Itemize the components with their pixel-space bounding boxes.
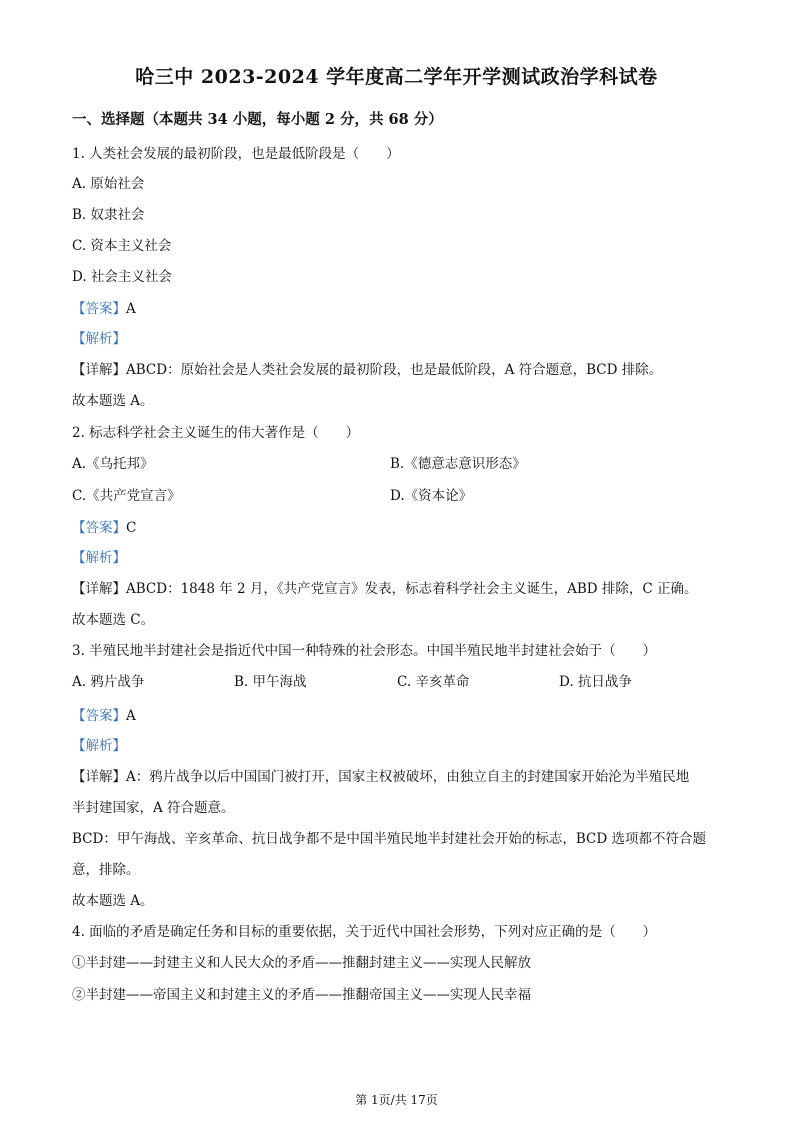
q1-option-d: D. 社会主义社会	[72, 269, 172, 285]
answer-tag: 【答案】	[72, 708, 126, 724]
q3-detail-line-3: BCD：甲午海战、辛亥革命、抗日战争都不是中国半殖民地半封建社会开始的标志，BCD 选项都不符合题	[72, 831, 706, 847]
section-heading: 一、选择题（本题共 34 小题，每小题 2 分，共 68 分）	[72, 111, 443, 128]
q2-conclusion: 故本题选 C。	[72, 612, 155, 628]
q3-option-b: B. 甲午海战	[234, 674, 307, 690]
q3-analysis-tag: 【解析】	[72, 738, 126, 754]
q2-answer-line	[72, 516, 136, 536]
q2-detail: 【详解】ABCD：1848 年 2 月，《共产党宣言》发表，标志着科学社会主义诞生，ABD 排除，C 正确。	[72, 581, 698, 597]
q2-stem: 2. 标志科学社会主义诞生的伟大著作是（ ）	[72, 425, 360, 441]
q1-detail: 【详解】ABCD：原始社会是人类社会发展的最初阶段，也是最低阶段，A 符合题意，BCD 排除。	[72, 362, 663, 378]
q3-option-c: C. 辛亥革命	[397, 674, 470, 690]
q3-option-a: A. 鸦片战争	[72, 674, 145, 690]
q1-conclusion: 故本题选 A。	[72, 393, 154, 409]
q3-answer: A	[126, 708, 136, 724]
q1-stem: 1. 人类社会发展的最初阶段，也是最低阶段是（ ）	[72, 146, 400, 162]
q3-detail-line-1: 【详解】A：鸦片战争以后中国国门被打开，国家主权被破坏，由独立自主的封建国家开始沦为半殖民地	[72, 769, 690, 785]
q1-option-a: A. 原始社会	[72, 176, 145, 192]
q2-option-a: A.《乌托邦》	[72, 456, 154, 472]
q2-option-c: C.《共产党宣言》	[72, 488, 181, 504]
q2-option-b: B.《德意志意识形态》	[390, 456, 526, 472]
q1-answer: A	[126, 301, 136, 317]
q3-option-d: D. 抗日战争	[559, 674, 632, 690]
q1-option-c: C. 资本主义社会	[72, 238, 172, 254]
q3-answer-line	[72, 704, 136, 724]
q1-option-b: B. 奴隶社会	[72, 207, 145, 223]
q4-item-1: ①半封建——封建主义和人民大众的矛盾——推翻封建主义——实现人民解放	[72, 955, 531, 971]
q3-stem: 3. 半殖民地半封建社会是指近代中国一种特殊的社会形态。中国半殖民地半封建社会始于（ ）	[72, 643, 657, 659]
q4-item-2: ②半封建——帝国主义和封建主义的矛盾——推翻帝国主义——实现人民幸福	[72, 987, 531, 1003]
answer-tag: 【答案】	[72, 520, 126, 536]
q2-option-d: D.《资本论》	[390, 488, 473, 504]
page-footer: 第 1页/共 17页	[355, 1093, 438, 1107]
q1-answer-line	[72, 297, 136, 317]
q2-answer: C	[126, 520, 137, 536]
q3-detail-line-2: 半封建国家，A 符合题意。	[72, 800, 235, 816]
q4-stem: 4. 面临的矛盾是确定任务和目标的重要依据，关于近代中国社会形势，下列对应正确的是（ ）	[72, 924, 657, 940]
page-title: 哈三中 2023-2024 学年度高二学年开学测试政治学科试卷	[135, 66, 658, 88]
q1-analysis-tag: 【解析】	[72, 331, 126, 347]
q3-conclusion: 故本题选 A。	[72, 893, 154, 909]
q2-analysis-tag: 【解析】	[72, 550, 126, 566]
answer-tag: 【答案】	[72, 301, 126, 317]
q3-detail-line-4: 意，排除。	[72, 862, 140, 878]
